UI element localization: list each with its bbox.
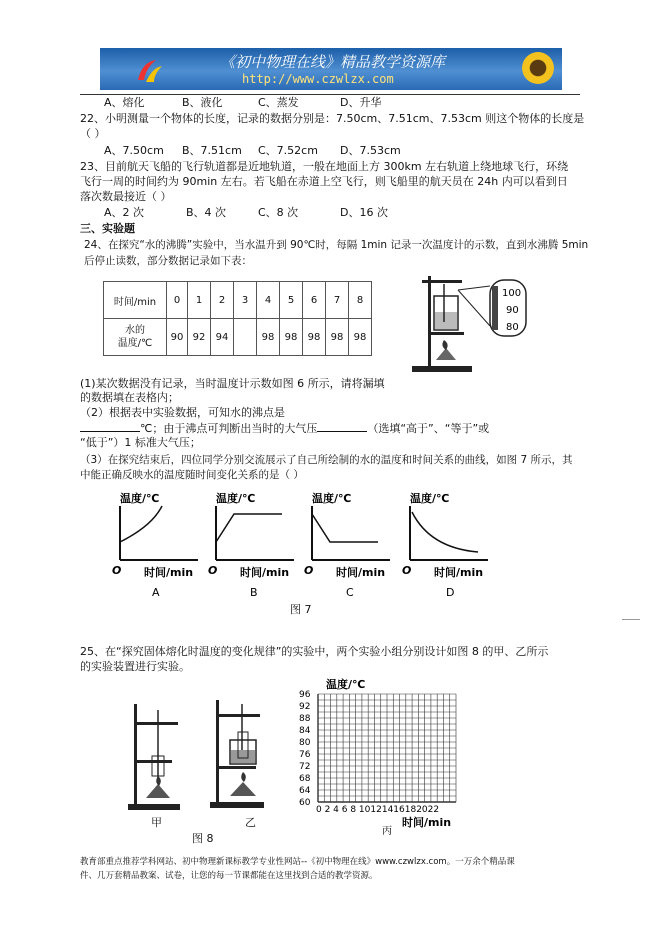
q22-option-b: B、7.51cm — [182, 144, 242, 157]
graph-xlabel: 时间/min — [144, 566, 194, 579]
table-cell: 3 — [234, 282, 257, 319]
table-row — [104, 282, 372, 319]
grid-xlabel: 时间/min — [402, 816, 452, 829]
page-corner-mark — [622, 619, 640, 620]
grid-lines — [318, 694, 456, 802]
blank-graph-grid[interactable] — [296, 674, 478, 838]
table-cell: 98 — [257, 319, 280, 356]
q23-line3: 落次数最接近（ ） — [80, 190, 172, 203]
q23-option-d: D、16 次 — [340, 206, 388, 219]
table-cell: 7 — [326, 282, 349, 319]
q21-option-c: C、蒸发 — [258, 96, 299, 109]
q24-part2-line2 — [80, 421, 489, 436]
sunflower-icon — [522, 52, 554, 84]
graph-ylabel: 温度/℃ — [216, 492, 256, 505]
table-cell: 4 — [257, 282, 280, 319]
q23-line1: 23、目前航天飞船的飞行轨道都是近地轨道，一般在地面上方 300km 左右轨道上绕地球飞行，环绕 — [80, 160, 569, 173]
table-cell: 8 — [349, 282, 372, 319]
header-rule — [80, 94, 580, 95]
grid-ytick-label: 60 — [299, 798, 311, 808]
footer-line2: 件、几万套精品教案、试卷，让您的每一节课都能在这里找到合适的教学资源。 — [80, 871, 378, 881]
q24-line2: 后停止读数，部分数据记录如下表： — [84, 255, 252, 267]
q21-option-a: A、熔化 — [104, 96, 145, 109]
q24-part2-line1: （2）根据表中实验数据，可知水的沸点是 — [80, 406, 285, 419]
graph-a — [112, 491, 198, 599]
graph-ylabel: 温度/℃ — [120, 492, 160, 505]
table-cell: 98 — [280, 319, 303, 356]
graph-d — [402, 491, 488, 599]
grid-ytick-label: 64 — [299, 786, 311, 796]
grid-ytick-label: 84 — [299, 726, 311, 736]
q23-line2: 飞行一周的时间约为 90min 左右。若飞船在赤道上空飞行，则飞船里的航天员在 24h 内可以看到日 — [80, 175, 568, 188]
graph-xlabel: 时间/min — [240, 566, 290, 579]
q25-line1: 25、在“探究固体熔化时温度的变化规律”的实验中，两个实验小组分别设计如图 8 的甲、乙所示 — [80, 645, 549, 658]
table-header-line: 温度/℃ — [117, 338, 153, 349]
q25-line2: 的实验装置进行实验。 — [80, 660, 190, 673]
figure7-graphs — [112, 488, 512, 600]
q23-option-a: A、2 次 — [104, 206, 145, 219]
graph-letter: A — [152, 586, 160, 599]
apparatus-yi-diagram — [210, 696, 280, 816]
graph-letter: B — [250, 586, 258, 599]
figure7-caption: 图 7 — [290, 603, 312, 616]
q23-option-c: C、8 次 — [258, 206, 299, 219]
q22-line1: 22、小明测量一个物体的长度，记录的数据分别是：7.50cm、7.51cm、7.53cm 则这个物体的长度是 — [80, 112, 585, 125]
table-header-line: 水的 — [125, 325, 145, 336]
table-cell: 5 — [280, 282, 303, 319]
graph-xlabel: 时间/min — [336, 566, 386, 579]
grid-ytick-label: 68 — [299, 774, 311, 784]
q23-option-b: B、4 次 — [186, 206, 227, 219]
data-table — [103, 281, 372, 356]
table-cell: 90 — [167, 319, 188, 356]
graph-origin: O — [402, 564, 412, 577]
q22-option-c: C、7.52cm — [258, 144, 318, 157]
grid-yticks — [299, 690, 311, 808]
table-cell: 98 — [303, 319, 326, 356]
graph-b — [208, 491, 294, 599]
q24-part3-line1: （3）在探究结束后，四位同学分别交流展示了自己所绘制的水的温度和时间关系的曲线，如图 7 所示，其 — [80, 454, 573, 466]
table-cell: 98 — [349, 319, 372, 356]
graph-origin: O — [304, 564, 314, 577]
grid-ytick-label: 76 — [299, 750, 311, 760]
figure8-caption: 图 8 — [192, 832, 214, 845]
graph-letter: C — [346, 586, 354, 599]
q24-line1: 24、在探究“水的沸腾”实验中，当水温升到 90℃时，每隔 1min 记录一次温度计的示数，直到水沸腾 5min — [84, 239, 589, 251]
q22-option-a: A、7.50cm — [104, 144, 164, 157]
graph-ylabel: 温度/℃ — [312, 492, 352, 505]
boiling-apparatus-diagram — [408, 270, 538, 374]
q24-part2-text: （选填“高于”、“等于”或 — [367, 422, 490, 435]
footer-line1: 教育部重点推荐学科网站、初中物理新课标教学专业性网站--《初中物理在线》www.czwlzx.com。一万余个精品课 — [80, 857, 515, 867]
q22-option-d: D、7.53cm — [340, 144, 401, 157]
answer-blank[interactable] — [317, 421, 367, 432]
graph-ylabel: 温度/℃ — [410, 492, 450, 505]
grid-ylabel: 温度/℃ — [326, 678, 366, 691]
grid-ytick-label: 92 — [299, 702, 311, 712]
q24-part2-line3: “低于”）1 标准大气压； — [80, 436, 201, 449]
table-cell-missing[interactable] — [234, 319, 257, 356]
q24-part1-line2: 的数据填在表格内； — [80, 391, 179, 404]
answer-blank[interactable] — [80, 421, 140, 432]
apparatus-label-yi: 乙 — [245, 816, 256, 829]
graph-c — [304, 491, 390, 599]
thermo-label-80: 80 — [506, 322, 519, 333]
table-cell: 92 — [188, 319, 211, 356]
banner-title: 《初中物理在线》精品教学资源库 — [220, 53, 446, 71]
grid-caption: 丙 — [382, 826, 392, 837]
grid-ytick-label: 72 — [299, 762, 311, 772]
q21-option-d: D、升华 — [340, 96, 382, 109]
table-cell: 2 — [211, 282, 234, 319]
grid-xticks: 0 2 4 6 8 10121416182022 — [316, 805, 440, 815]
table-cell: 0 — [167, 282, 188, 319]
banner-url[interactable]: http://www.czwlzx.com — [242, 72, 394, 86]
grid-ytick-label: 96 — [299, 690, 311, 700]
q21-option-b: B、液化 — [182, 96, 223, 109]
grid-ytick-label: 80 — [299, 738, 311, 748]
table-header: 时间/min — [104, 282, 167, 319]
thermo-label-100: 100 — [502, 288, 522, 299]
header-banner — [100, 48, 562, 90]
q22-line2: （ ） — [80, 127, 106, 140]
graph-origin: O — [112, 564, 122, 577]
q24-part1-line1: (1)某次数据没有记录，当时温度计示数如图 6 所示，请将漏填 — [80, 377, 385, 390]
graph-xlabel: 时间/min — [434, 566, 484, 579]
table-row — [104, 319, 372, 356]
table-cell: 1 — [188, 282, 211, 319]
apparatus-label-jia: 甲 — [151, 816, 162, 829]
graph-letter: D — [446, 586, 455, 599]
site-logo-icon — [134, 58, 164, 84]
section-title: 三、实验题 — [80, 222, 135, 235]
thermo-label-90: 90 — [506, 305, 519, 316]
table-cell: 98 — [326, 319, 349, 356]
apparatus-jia-diagram — [128, 700, 198, 816]
q24-part2-text: ℃；由于沸点可判断出当时的大气压 — [140, 422, 318, 435]
table-cell: 6 — [303, 282, 326, 319]
table-header — [104, 319, 167, 356]
grid-ytick-label: 88 — [299, 714, 311, 724]
graph-origin: O — [208, 564, 218, 577]
table-cell: 94 — [211, 319, 234, 356]
q24-part3-line2: 中能正确反映水的温度随时间变化关系的是（ ） — [80, 469, 304, 481]
